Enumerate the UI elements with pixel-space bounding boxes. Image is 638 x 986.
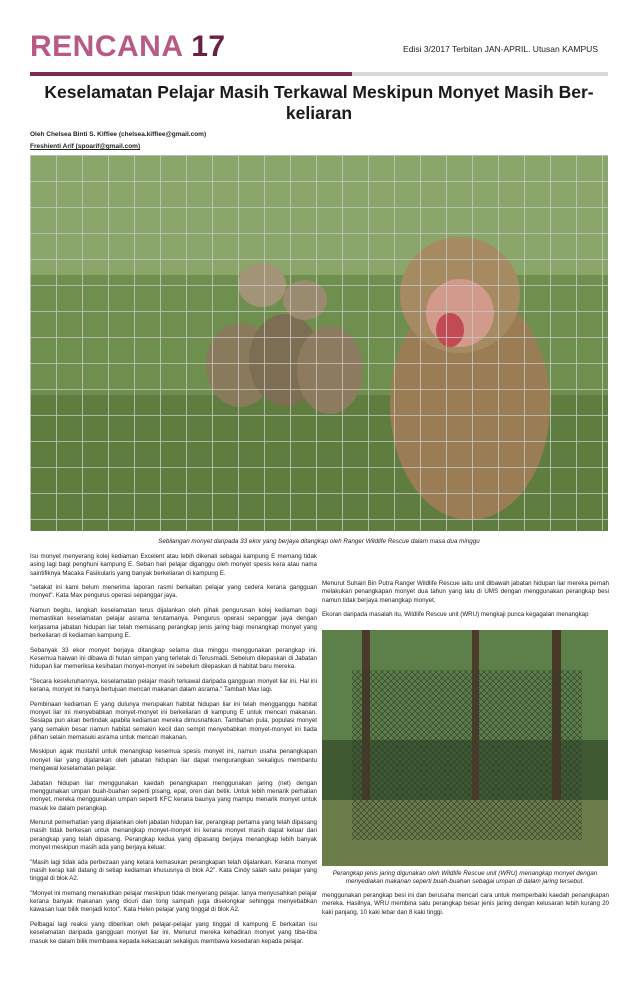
monkey-cage-photo <box>30 155 608 531</box>
monkey-cage-illustration <box>30 155 608 531</box>
page-header <box>30 30 610 74</box>
photo-caption: Perangkap jenis jaring digunakan oleh Wildlife Rescue unit (WRU) menangkap monyet dengan menyediakan makanan seperti buah-buahan sebagai umpan di dalam jaring tersebut. <box>332 870 598 885</box>
net-trap-photo <box>322 630 608 866</box>
paragraph: Ekoran daripada masalah itu, Wildlife Rescue unit (WRU) mengkaji punca kegagalan menangkap <box>322 611 589 619</box>
paragraph: Menurut pemerhatian yang dijalankan oleh jabatan hidupan liar, perangkap pertama yang telah dipasang masih tidak berkesan untuk menangkap monyet-monyet ini kerana monyet masih dapat keluar dari perangkap yang telah dipasang. Perangkap kedua yang dipasang berjaya menangkap lebih banyak monyet meskipun masih ada yang berjaya keluar. <box>30 819 317 851</box>
paragraph: menggunakan perangkap besi ini dan berusaha mencari cara untuk memperbaiki kaedah penangkapan mereka. Hasilnya, WRU membina satu perangkap besar jenis jaring dengan kelusaran lebih kurang 20 kaki panjang, 10 kaki lebar dan 8 kaki tinggi. <box>322 892 609 916</box>
article-headline: Keselamatan Pelajar Masih Terkawal Meskipun Monyet Masih Berkeliaran <box>44 82 594 123</box>
paragraph: Pembinaan kediaman E yang dulunya merupakan habitat hidupan liar ini telah mengganggu habitat monyet liar ini menyebabkan monyet-monyet ini berkeliaran di kampung E untuk mencari makanan. Sesiapa pun akan bertindak apabila kediaman mereka dimusnahkan. Tambahan pula, populasi monyet yang semakin besar namun habitat semakin kecil dan sempit menyebabkan monyet-monyet ini tiada pilihan selain memasuki asrama untuk mencari makanan. <box>30 700 317 741</box>
paragraph: "Secara keseluruhannya, keselamatan pelajar masih terkawal daripada gangguan monyet liar ini. Hal ini kerana, monyet ini hanya bertujuan mencari makanan dalam asrama." Tambah Max lagi. <box>30 677 317 694</box>
paragraph: Menurut Suhairi Bin Putra Ranger Wildlife Rescue iaitu unit dibawah jabatan hidupan liar mereka pernah melakukan penangkapan monyet dua tahun yang lalu di UMS dengan menggunakan perangkap besi namun tidak berjaya menangkap monyet. <box>322 580 609 604</box>
paragraph: Jabatan hidupan liar menggunakan kaedah penangkapan menggunakan jaring (net) dengan menggunakan umpan buah-buahan seperti pisang, epal, oren dan betik. Untuk lebih menarik perhatian monyet, mereka menggunakan umpan seperti KFC kerana baunya yang mampu menarik monyet untuk masuk ke dalam perangkap. <box>30 779 317 812</box>
paragraph: Isu monyet menyerang kolej kediaman Excelent atau lebih dikenali sebagai kampung E memang tidak asing lagi bagi penghuni kampung E. Seban hari pelajar diganggu oleh monyet spesis kera atau nama saintifiknya Macaka Fasikularis yang banyak berkeliaran di kampung E. <box>30 553 317 577</box>
article-column-right-continued <box>322 892 609 923</box>
paragraph: Namun begitu, langkah keselamatan terus dijalankan oleh pihak pengurusan kolej kediaman bagi memastikan keselamatan pelajar asrama terutamanya. Pengurus operasi sepanggar jaya dengan kerjasama jabatan hidupan liar telah memasang perangkap jenis jaring bagi menangkap monyet yang berkeliaran di kediaman kampung E. <box>30 607 317 639</box>
net-trap-illustration <box>322 630 608 866</box>
edition-info: Edisi 3/2017 Terbitan JAN-APRIL. Utusan KAMPUS <box>403 44 598 54</box>
masthead-section: RENCANA <box>30 30 183 63</box>
masthead <box>30 30 226 64</box>
page-number: 17 <box>191 30 226 63</box>
header-rule-accent <box>30 72 352 76</box>
article-column-right <box>322 580 609 626</box>
article-byline[interactable]: Oleh Chelsea Binti S. Kiffiee (chelsea.kiffiee@gmail.com) <box>30 131 207 138</box>
paragraph: Meskipun agak mustahil untuk menangkap kesemua spesis monyet ini, namun usaha penangkapan monyet liar yang dijalankan oleh jabatan hidupan liar dapat mengurangkan sekaligus membantu mengawal keselamatan pelajar. <box>30 748 317 773</box>
article-byline-second[interactable]: Freshienti Arif (spoarif@gmail.com) <box>30 143 141 150</box>
paragraph: Sebanyak 33 ekor monyet berjaya ditangkap selama dua minggu menggunakan perangkap ini. Kesemua haiwan ini dibawa di hutan simpan yang terletak di Terusmadi. Sebelum dilepaskan di Jabatan hidupan liar memeriksa kesihatan monyet-monyet ini sebelum dilepaskan di habitat baru mereka. <box>30 646 317 671</box>
paragraph: "Monyet ini memang menakutkan pelajar meskipun tidak menyerang pelajar. Ianya menyusahkan pelajar kerana banyak makanan yang dicuri dan tong sampah juga diselongkar sehingga menyebabkan kawasan luar bilik menjadi kotor". Kata Helen pelajar yang tinggal di blok A2. <box>30 889 317 914</box>
header-rule <box>30 72 608 76</box>
paragraph: Pelbagai lagi reaksi yang diberikan oleh pelajar-pelajar yang tinggal di kampung E berkaitan isu keselamatan daripada gangguan monyet liar ini. Menurut mereka kehadiran monyet yang tiba-tiba masuk ke dalam bilik membawa kepada kekacauan sekaligus membawa kesedaran kepada pelajar. <box>30 920 317 945</box>
article-column-left <box>30 553 317 952</box>
photo-caption: Sebilangan monyet daripada 33 ekor yang berjaya ditangkap oleh Ranger Wildlife Rescue dalam masa dua minggu <box>158 538 480 545</box>
paragraph: "setakat ini kami belum menerima laporan rasmi berkaitan pelajar yang cedera kerana gangguan monyet". Kata Max pengurus operasi sepanggar jaya. <box>30 584 317 600</box>
paragraph: "Masih lagi tidak ada perbezaan yang ketara kemasukan perangkapan telah dijalankan. Kerana monyet masih kerap kali datang di setiap kediaman khususnya di blok A2". Kata Cindy salah satu pelajar yang tinggal di blok A2. <box>30 858 317 883</box>
